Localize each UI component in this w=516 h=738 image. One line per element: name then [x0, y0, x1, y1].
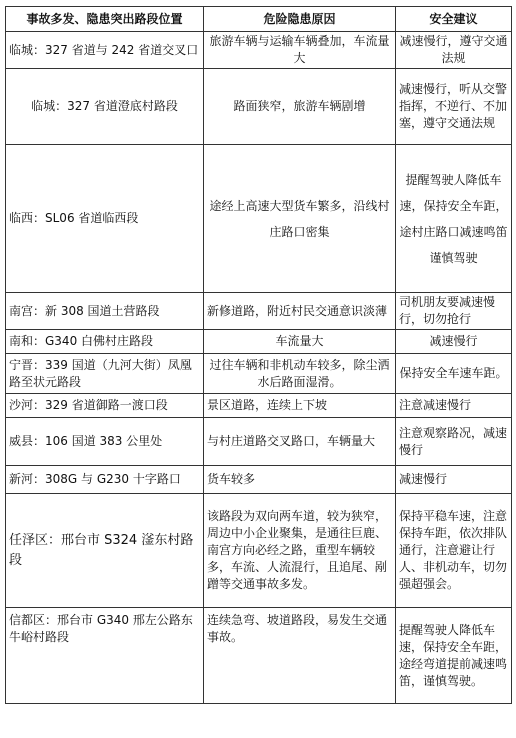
- row-advice: 保持平稳车速，注意保持车距，依次排队通行，注意避让行人、非机动车，切勿强超强会。: [396, 494, 512, 608]
- row-advice: 保持安全车速车距。: [396, 354, 512, 394]
- row-cause: 旅游车辆与运输车辆叠加，车流量大: [204, 32, 396, 69]
- row-advice: 提醒驾驶人降低车速，保持安全车距，途经弯道提前减速鸣笛，谨慎驾驶。: [396, 608, 512, 704]
- row-cause: 景区道路，连续上下坡: [204, 394, 396, 418]
- row-advice: 减速慢行，听从交警指挥，不逆行、不加塞，遵守交通法规: [396, 69, 512, 145]
- header-cause: 危险隐患原因: [204, 7, 396, 32]
- table-row: [6, 293, 512, 330]
- row-cause: 连续急弯、坡道路段，易发生交通事故。: [204, 608, 396, 704]
- row-location: 威县：106 国道 383 公里处: [6, 418, 204, 466]
- row-cause: 货车较多: [204, 466, 396, 494]
- hazard-road-table: [5, 6, 512, 704]
- row-cause: 与村庄道路交叉路口，车辆量大: [204, 418, 396, 466]
- table-row: [6, 466, 512, 494]
- row-location: 南宫：新 308 国道土营路段: [6, 293, 204, 330]
- table-row: [6, 394, 512, 418]
- row-location: 新河：308G 与 G230 十字路口: [6, 466, 204, 494]
- row-location: 任泽区：邢台市 S324 滏东村路段: [6, 494, 204, 608]
- row-cause: 过往车辆和非机动车较多，除尘洒水后路面湿滑。: [204, 354, 396, 394]
- row-cause: 路面狭窄，旅游车辆剧增: [204, 69, 396, 145]
- table-row: [6, 145, 512, 293]
- row-location: 沙河：329 省道御路一渡口段: [6, 394, 204, 418]
- row-cause: 该路段为双向两车道，较为狭窄，周边中小企业聚集，是通往巨鹿、南宫方向必经之路，重型车辆较多，车流、人流混行，且追尾、剐蹭等交通事故多发。: [204, 494, 396, 608]
- row-advice: 提醒驾驶人降低车速，保持安全车距，途村庄路口减速鸣笛谨慎驾驶: [396, 145, 512, 293]
- table-row: [6, 32, 512, 69]
- row-location: 临城：327 省道澄底村路段: [6, 69, 204, 145]
- row-advice: 注意观察路况，减速慢行: [396, 418, 512, 466]
- row-location: 信都区：邢台市 G340 邢左公路东牛峪村路段: [6, 608, 204, 704]
- row-advice: 减速慢行: [396, 330, 512, 354]
- row-advice: 减速慢行: [396, 466, 512, 494]
- table-row: [6, 608, 512, 704]
- row-advice: 减速慢行，遵守交通法规: [396, 32, 512, 69]
- header-advice: 安全建议: [396, 7, 512, 32]
- row-advice: 司机朋友要减速慢行，切勿抢行: [396, 293, 512, 330]
- table-row: [6, 418, 512, 466]
- row-location: 临西：SL06 省道临西段: [6, 145, 204, 293]
- table-row: [6, 69, 512, 145]
- header-location: 事故多发、隐患突出路段位置: [6, 7, 204, 32]
- row-location: 临城：327 省道与 242 省道交叉口: [6, 32, 204, 69]
- row-cause: 途经上高速大型货车繁多，沿线村庄路口密集: [204, 145, 396, 293]
- table-header-row: [6, 7, 512, 32]
- row-location: 宁晋：339 国道（九河大街）凤凰路至状元路段: [6, 354, 204, 394]
- row-cause: 车流量大: [204, 330, 396, 354]
- row-advice: 注意减速慢行: [396, 394, 512, 418]
- table-row: [6, 494, 512, 608]
- table-row: [6, 330, 512, 354]
- row-location: 南和：G340 白佛村庄路段: [6, 330, 204, 354]
- row-cause: 新修道路，附近村民交通意识淡薄: [204, 293, 396, 330]
- table-row: [6, 354, 512, 394]
